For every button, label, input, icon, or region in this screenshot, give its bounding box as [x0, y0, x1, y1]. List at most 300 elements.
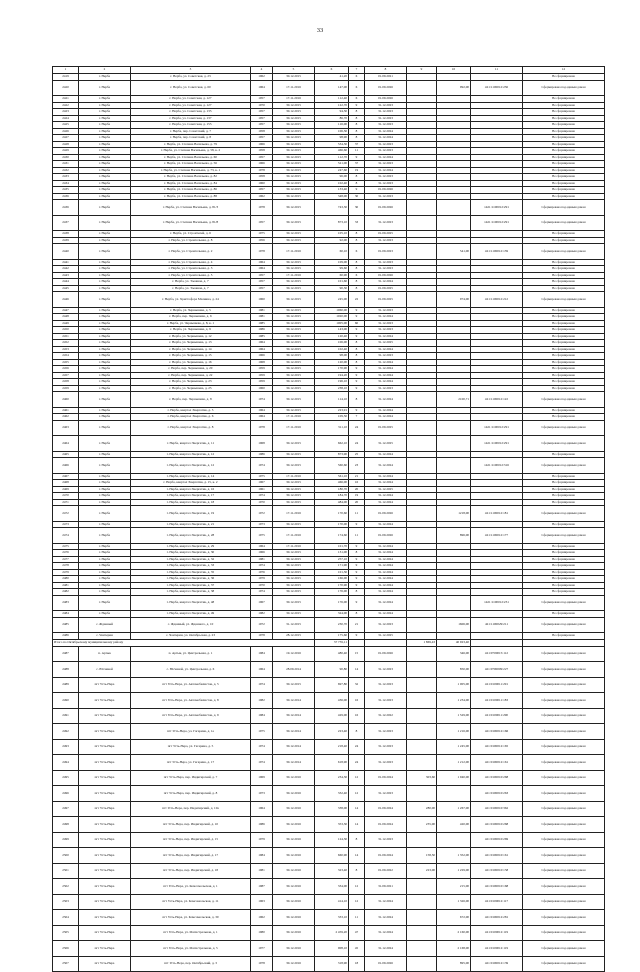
table-cell	[407, 392, 437, 408]
table-cell: Сформирована под единым домом	[523, 200, 605, 216]
table-cell: г. Нерба, пер. Чернышева, д. 6	[131, 314, 251, 321]
table-cell: 8	[349, 135, 365, 142]
table-cell: Сформирована под единым домом	[523, 677, 605, 693]
table-cell: 31.12.2024	[365, 480, 407, 487]
table-row	[53, 646, 605, 662]
table-cell: 421:0100010:263	[471, 786, 523, 802]
table-cell: г. Нерба	[79, 550, 131, 557]
table-row	[53, 755, 605, 771]
table-cell: 20	[349, 499, 365, 506]
table-cell: 30.12.2015	[273, 320, 315, 327]
table-cell: 8	[349, 259, 365, 266]
table-cell: 101,30	[315, 569, 349, 576]
table-cell: 2490	[53, 693, 79, 709]
table-row	[53, 925, 605, 941]
table-cell: 421:0100011:291	[471, 677, 523, 693]
table-cell: 30.12.2015	[273, 327, 315, 334]
table-cell: 1 212,00	[437, 755, 471, 771]
table-cell: Сформирована под единым домом	[523, 801, 605, 817]
table-cell: 1 529,00	[437, 708, 471, 724]
table-cell: г. Нерба, квартал Энергетик, д. 17	[131, 493, 251, 500]
table-cell: 662,10	[315, 436, 349, 452]
table-cell: г. Нерба	[79, 611, 131, 618]
table-cell: пгт Усть-Нера	[79, 817, 131, 833]
table-cell: 2423	[53, 109, 79, 116]
table-cell: 21	[349, 617, 365, 633]
table-cell: 1958	[251, 148, 273, 155]
table-cell: 9	[349, 633, 365, 640]
table-cell: 245,00	[315, 292, 349, 308]
table-cell: 1005,00	[315, 320, 349, 327]
table-cell: 1966	[251, 161, 273, 168]
table-cell: 30.12.2016	[273, 801, 315, 817]
table-cell	[437, 420, 471, 436]
table-cell: 1986	[251, 817, 273, 833]
table-cell: 31.12.2024	[365, 407, 407, 414]
table-cell: 743,30	[315, 200, 349, 216]
table-cell: Не сформирована	[523, 451, 605, 458]
table-cell: г. Нерба	[79, 128, 131, 135]
table-cell: г. Нерба, ул. Степана Васильева, д. 88	[131, 193, 251, 200]
table-cell: г. Нерба, квартал Энергетик, д. 18	[131, 499, 251, 506]
table-cell: 9	[349, 366, 365, 373]
table-cell: 1421:1100012:291	[471, 200, 523, 216]
table-cell: 11	[349, 506, 365, 522]
table-cell: 1984	[251, 708, 273, 724]
table-cell: 2476	[53, 550, 79, 557]
table-cell: г. Нерба, ул. Чернышева, д. 12	[131, 333, 251, 340]
table-cell: 1961	[251, 486, 273, 493]
table-row	[53, 801, 605, 817]
table-cell: 6	[349, 96, 365, 103]
table-cell: 1978	[251, 633, 273, 640]
table-cell: Сформирована под единым домом	[523, 755, 605, 771]
table-cell: 31.12.2024	[365, 582, 407, 589]
table-cell: 31.12.2024	[365, 521, 407, 528]
table-cell: 31.12.2024	[365, 167, 407, 174]
table-cell: 2473	[53, 521, 79, 528]
table-cell: 30.12.2014	[273, 724, 315, 740]
table-cell: 8	[349, 863, 365, 879]
table-cell: г. Нерба	[79, 266, 131, 273]
table-cell: 8	[349, 550, 365, 557]
table-cell: Не сформирована	[523, 266, 605, 273]
table-cell: г. Нерба	[79, 346, 131, 353]
table-cell: 223,91	[315, 407, 349, 414]
table-cell: пгт Усть-Нера, ул. Магистральная, д. 5	[131, 941, 251, 957]
table-cell: 2472	[53, 506, 79, 522]
table-cell: 98,90	[315, 135, 349, 142]
table-cell: 421:0100012:119	[471, 941, 523, 957]
table-cell: 90,30	[315, 285, 349, 292]
table-cell: 45	[349, 941, 365, 957]
table-cell: 30.12.2015	[273, 187, 315, 194]
table-cell: г. Нерба	[79, 231, 131, 238]
table-cell: п. Артык	[79, 646, 131, 662]
table-cell: 22	[349, 292, 365, 308]
table-cell: Сформирована под единым домом	[523, 617, 605, 633]
table-cell: 421:0100012:281	[471, 910, 523, 926]
table-cell: 30.12.2015	[273, 154, 315, 161]
table-cell: г. Нерба, ул. Советская, д. 137	[131, 115, 251, 122]
table-cell: г. Нерба, квартал Энергетик, д. 15, к. 2	[131, 480, 251, 487]
table-cell: 30.12.2015	[273, 340, 315, 347]
table-cell: 421:0100012:119	[471, 925, 523, 941]
table-cell: 30.12.2014	[273, 708, 315, 724]
table-cell: Не сформирована	[523, 320, 605, 327]
table-cell: 234,30	[315, 770, 349, 786]
table-cell: Не сформирована	[523, 563, 605, 570]
table-cell: 1964	[251, 414, 273, 421]
table-cell: 1960	[251, 292, 273, 308]
table-row	[53, 894, 605, 910]
table-cell: г. Нерба, ул. Степана Васильева, д. 86	[131, 187, 251, 194]
table-cell: г. Нерба, квартал Энергетик, д. 37	[131, 582, 251, 589]
table-cell: пгт Усть-Нера	[79, 708, 131, 724]
table-cell: 618,90	[315, 755, 349, 771]
table-cell: 215,00	[437, 879, 471, 895]
table-cell: 31.12.2024	[365, 314, 407, 321]
table-cell: Не сформирована	[523, 193, 605, 200]
table-cell: 31.12.2023	[365, 693, 407, 709]
table-cell: 414,10	[315, 894, 349, 910]
table-cell: г. Нерба, квартал Энергетик, д. 19	[131, 506, 251, 522]
table-cell: 102,40	[315, 180, 349, 187]
table-cell: 2435	[53, 187, 79, 194]
table-cell: Не сформирована	[523, 346, 605, 353]
table-cell: 30.12.2015	[273, 379, 315, 386]
table-cell: 2 160,00	[437, 925, 471, 941]
table-cell: 2447	[53, 307, 79, 314]
table-cell: 2436	[53, 200, 79, 216]
table-cell: 30.12.2015	[273, 595, 315, 611]
table-cell: 421:0100010:168	[471, 879, 523, 895]
table-cell: 109,00	[315, 259, 349, 266]
table-cell: 421:1100012:181	[471, 506, 523, 522]
table-cell: 421:0100012:117	[471, 894, 523, 910]
table-cell: г. Нерба, квартал Энергетик, д. 33	[131, 563, 251, 570]
table-cell: 31.12.2024	[365, 925, 407, 941]
table-cell: 8	[349, 589, 365, 596]
table-cell: пгт Усть-Нера	[79, 801, 131, 817]
table-cell: Не сформирована	[523, 115, 605, 122]
table-cell: 101,70	[315, 543, 349, 550]
table-cell: 31.12.2022	[365, 708, 407, 724]
table-cell: г. Нерба	[79, 161, 131, 168]
table-row	[53, 458, 605, 474]
table-cell: пгт Усть-Нера	[79, 786, 131, 802]
table-cell: 1970	[251, 582, 273, 589]
table-cell: 895,00	[437, 956, 471, 972]
table-cell: 14	[349, 801, 365, 817]
table-cell: 2428	[53, 141, 79, 148]
table-cell: 1974	[251, 563, 273, 570]
table-cell: г. Нерба, квартал Энергетик, д. 8	[131, 420, 251, 436]
table-cell: 1970	[251, 499, 273, 506]
table-cell	[407, 506, 437, 522]
table-cell: 1957	[251, 115, 273, 122]
table-cell: 1974	[251, 739, 273, 755]
table-cell: 94,30	[315, 109, 349, 116]
table-cell: 1020,00	[315, 314, 349, 321]
table-cell: пгт Усть-Нера	[79, 925, 131, 941]
table-cell: с. Жданный	[79, 617, 131, 633]
table-cell: 2479	[53, 569, 79, 576]
table-cell: 1984	[251, 848, 273, 864]
table-cell: Сформирована под единым домом	[523, 80, 605, 96]
table-cell: 534,30	[315, 141, 349, 148]
table-cell: пгт Усть-Нера, пер. Индигирский, д. 10	[131, 817, 251, 833]
table-cell: 9	[349, 333, 365, 340]
table-cell: Не сформирована	[523, 521, 605, 528]
table-cell: 1968	[251, 436, 273, 452]
table-cell: 2501	[53, 863, 79, 879]
table-cell: пгт Усть-Нера	[79, 956, 131, 972]
table-cell: г. Нерба, ул. Строительная, д. 4	[131, 259, 251, 266]
table-cell: 2468	[53, 480, 79, 487]
table-cell: г. Нерба	[79, 215, 131, 231]
table-cell: 01.09.2026	[365, 272, 407, 279]
table-cell: 466,60	[315, 148, 349, 155]
table-cell: 436,00	[315, 693, 349, 709]
table-cell: 31.12.2023	[365, 327, 407, 334]
table-cell: 30.12.2015	[273, 346, 315, 353]
table-cell: 1421:1100012:291	[471, 436, 523, 452]
table-cell: 421:1100029:211	[471, 617, 523, 633]
table-cell: 30.12.2015	[273, 550, 315, 557]
table-cell	[407, 662, 437, 678]
table-cell: 31.12.2023	[365, 148, 407, 155]
table-cell: 303,60	[407, 770, 437, 786]
table-cell: г. Нерба	[79, 576, 131, 583]
table-cell: 31.12.2023	[365, 193, 407, 200]
table-cell: 17.11.2016	[273, 414, 315, 421]
table-cell: г. Нерба	[79, 385, 131, 392]
table-cell: г. Нерба	[79, 521, 131, 528]
table-cell: 421:1100012:212	[471, 292, 523, 308]
table-cell: 01.09.2026	[365, 200, 407, 216]
table-cell: 166,00	[315, 576, 349, 583]
table-cell: 30.12.2015	[273, 237, 315, 244]
table-cell: 1981	[251, 314, 273, 321]
table-cell: пгт Усть-Нера, пер. Индигирский, д. 17	[131, 848, 251, 864]
table-cell: 346,00	[437, 646, 471, 662]
table-cell: 37	[349, 141, 365, 148]
table-cell: 2506	[53, 941, 79, 957]
table-cell: 30.12.2014	[273, 693, 315, 709]
table-cell: 2507	[53, 956, 79, 972]
table-cell: Сформирована под единым домом	[523, 786, 605, 802]
table-cell: 2489	[53, 677, 79, 693]
table-cell: 2	[79, 67, 131, 74]
table-cell: 30.12.2015	[273, 141, 315, 148]
table-row	[53, 786, 605, 802]
table-cell: Сформирована под единым домом	[523, 436, 605, 452]
table-row	[53, 392, 605, 408]
table-cell: 114,10	[315, 392, 349, 408]
table-cell: 7	[349, 414, 365, 421]
table-cell: Не сформирована	[523, 589, 605, 596]
table-cell: 1978	[251, 244, 273, 260]
table-cell: 2 168,00	[437, 941, 471, 957]
table-cell: 14	[349, 662, 365, 678]
table-cell: 31.12.2024	[365, 543, 407, 550]
table-cell: Сформирована под единым домом	[523, 739, 605, 755]
table-cell: 01.09.2023	[365, 244, 407, 260]
table-cell: 31.12.2023	[365, 353, 407, 360]
table-cell: 1960	[251, 180, 273, 187]
table-cell: г. Нерба, пер. Чернышева, д. 8	[131, 392, 251, 408]
table-cell	[407, 292, 437, 308]
table-cell	[437, 200, 471, 216]
table-cell: г. Нерба	[79, 102, 131, 109]
table-cell: 1985	[251, 333, 273, 340]
table-cell: Не сформирована	[523, 353, 605, 360]
table-cell	[407, 595, 437, 611]
table-cell: г. Нерба, ул. Степана Васильева, д. 60	[131, 154, 251, 161]
table-cell: 30.12.2016	[273, 786, 315, 802]
table-cell: 30.12.2015	[273, 200, 315, 216]
table-cell: 30.12.2016	[273, 910, 315, 926]
table-cell: 19.12.2016	[273, 646, 315, 662]
table-cell: 560,60	[315, 458, 349, 474]
table-cell: 2480	[53, 576, 79, 583]
table-cell: Сформирована под единым домом	[523, 941, 605, 957]
table-cell: г. Нерба	[79, 96, 131, 103]
table-cell: 4	[251, 67, 273, 74]
table-cell: г. Нерба, ул. Степана Васильева, д. 84	[131, 180, 251, 187]
table-cell: 31.12.2024	[365, 493, 407, 500]
table-cell: 17.11.2016	[273, 528, 315, 544]
table-cell: 30.12.2015	[273, 392, 315, 408]
table-row	[53, 941, 605, 957]
table-cell	[407, 677, 437, 693]
table-cell: Сформирована под единым домом	[523, 595, 605, 611]
table-cell: 30.12.2015	[273, 307, 315, 314]
table-cell	[407, 528, 437, 544]
table-cell: 30.12.2015	[273, 385, 315, 392]
table-cell: 106,00	[315, 340, 349, 347]
table-cell: г. Нерба	[79, 279, 131, 286]
table-cell: 660,90	[315, 848, 349, 864]
table-cell: г. Нерба, ул. Чернышева, д. 9	[131, 327, 251, 334]
table-cell	[407, 458, 437, 474]
table-cell: 31.12.2025	[365, 436, 407, 452]
table-cell: Не сформирована	[523, 556, 605, 563]
table-cell: 8	[349, 231, 365, 238]
table-cell: 15	[349, 646, 365, 662]
table-cell: г. Нерба	[79, 272, 131, 279]
table-cell: Сформирована под единым домом	[523, 894, 605, 910]
table-cell: 2441	[53, 259, 79, 266]
table-cell: г. Нерба, квартал Энергетик, д. 49	[131, 611, 251, 618]
table-cell: Сформирована под единым домом	[523, 724, 605, 740]
table-cell: Не сформирована	[523, 333, 605, 340]
table-cell: Не сформирована	[523, 231, 605, 238]
table-cell: 170,00	[315, 521, 349, 528]
table-cell: г. Нерба, ул. Советская, д. 23	[131, 74, 251, 81]
table-cell: 31.09.2021	[365, 879, 407, 895]
table-cell: 2449	[53, 320, 79, 327]
table-cell: 484,00	[315, 499, 349, 506]
table-cell: г. Нерба, ул. Чернышева, д. 8, к. 1	[131, 320, 251, 327]
table-cell: 9	[349, 569, 365, 576]
table-cell: пгт Усть-Нера	[79, 693, 131, 709]
table-cell: Сформирована под единым домом	[523, 817, 605, 833]
table-cell: пгт Усть-Нера	[79, 848, 131, 864]
table-cell: 102,40	[315, 346, 349, 353]
table-cell: 334,00	[315, 879, 349, 895]
table-cell: 31.12.2024	[365, 595, 407, 611]
table-cell: 31.12.2024	[365, 451, 407, 458]
table-cell: 01.09.2024	[365, 817, 407, 833]
table-cell: 31.12.2023	[365, 122, 407, 129]
table-cell: 2470	[53, 493, 79, 500]
table-cell: 31.12.2023	[365, 259, 407, 266]
table-cell: Сформирована под единым домом	[523, 863, 605, 879]
table-cell: Не сформирована	[523, 359, 605, 366]
table-cell: 421:0100012:139	[471, 956, 523, 972]
table-cell: 112,40	[315, 96, 349, 103]
table-cell: г. Нерба, пер. Советский, д. 8	[131, 135, 251, 142]
table-row	[53, 528, 605, 544]
table-cell: 2477	[53, 556, 79, 563]
table-cell: г. Нерба	[79, 451, 131, 458]
table-cell: 1976	[251, 569, 273, 576]
table-cell: 323,40	[315, 863, 349, 879]
table-cell: 37	[349, 161, 365, 168]
table-cell: г. Нерба, ул. Строительная, д. 8	[131, 237, 251, 244]
table-cell: 19	[349, 167, 365, 174]
table-cell	[471, 639, 523, 646]
table-cell: 31.12.2023	[365, 141, 407, 148]
table-cell: 421:0100012:161	[471, 755, 523, 771]
table-cell: 21	[349, 473, 365, 480]
subtotal-row	[53, 639, 605, 646]
table-cell: 12	[349, 786, 365, 802]
table-cell: пгт Усть-Нера, ул. Автомобилистов, д. 9	[131, 708, 251, 724]
table-cell: г. Нерба, квартал Энергетик, д. 5	[131, 407, 251, 414]
table-cell: 01.09.2026	[365, 80, 407, 96]
table-cell: с. Юсчиной, ул. Центральная, д. 6	[131, 662, 251, 678]
table-cell: 1964	[251, 266, 273, 273]
table-cell	[437, 595, 471, 611]
table-cell: пгт Усть-Нера, пер. Индигирский, д. 15	[131, 832, 251, 848]
table-cell: 9	[349, 154, 365, 161]
table-cell: 672,00	[437, 910, 471, 926]
table-cell: 480,40	[315, 646, 349, 662]
table-cell: г. Нерба	[79, 499, 131, 506]
table-cell: Не сформирована	[523, 543, 605, 550]
table-cell: 30.12.2015	[273, 499, 315, 506]
table-cell: г. Нерба	[79, 353, 131, 360]
table-cell: 01.09.2024	[365, 801, 407, 817]
table-cell: 280,00	[407, 801, 437, 817]
table-cell: 6	[315, 67, 349, 74]
table-cell: 30.12.2015	[273, 563, 315, 570]
table-row	[53, 693, 605, 709]
table-cell: пгт Усть-Нера, ул. Комсомольская, д. 1	[131, 879, 251, 895]
table-cell: 01.09.2026	[365, 646, 407, 662]
table-cell: 31.12.2023	[365, 180, 407, 187]
table-cell: 24	[349, 436, 365, 452]
table-cell	[523, 639, 605, 646]
table-cell	[407, 617, 437, 633]
table-cell: 2475	[53, 543, 79, 550]
table-row	[53, 879, 605, 895]
table-cell: г. Нерба	[79, 141, 131, 148]
table-cell: 30.12.2015	[273, 231, 315, 238]
